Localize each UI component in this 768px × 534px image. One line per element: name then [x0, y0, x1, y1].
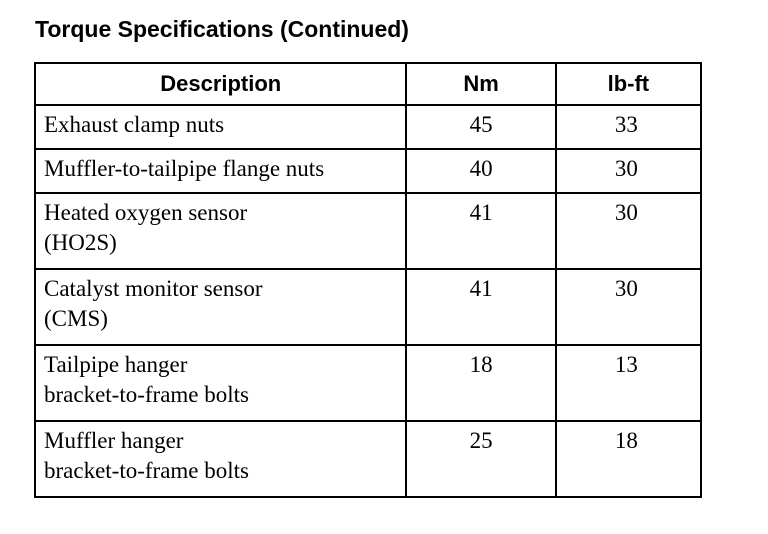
lbft-cell: 33	[556, 105, 701, 149]
description-text: Catalyst monitor sensor	[44, 276, 263, 301]
header-lbft: lb-ft	[556, 63, 701, 105]
description-text: bracket-to-frame bolts	[44, 382, 249, 407]
table-row	[35, 345, 701, 421]
description-cell	[35, 193, 406, 269]
nm-cell: 18	[406, 345, 555, 421]
description-text: Tailpipe hanger	[44, 352, 188, 377]
table-row	[35, 269, 701, 345]
description-text: Muffler hanger	[44, 428, 184, 453]
nm-cell: 41	[406, 193, 555, 269]
lbft-cell: 30	[556, 149, 701, 193]
description-cell	[35, 149, 406, 193]
description-cell	[35, 345, 406, 421]
lbft-cell: 30	[556, 269, 701, 345]
description-cell	[35, 421, 406, 497]
torque-spec-table	[34, 62, 702, 498]
table-row	[35, 421, 701, 497]
lbft-cell: 13	[556, 345, 701, 421]
nm-cell: 25	[406, 421, 555, 497]
description-cell	[35, 105, 406, 149]
lbft-cell: 18	[556, 421, 701, 497]
table-row	[35, 193, 701, 269]
nm-cell: 45	[406, 105, 555, 149]
lbft-cell: 30	[556, 193, 701, 269]
description-cell	[35, 269, 406, 345]
description-text: Heated oxygen sensor	[44, 200, 248, 225]
description-text: (HO2S)	[44, 230, 117, 255]
page-title: Torque Specifications (Continued)	[35, 16, 409, 42]
nm-cell: 41	[406, 269, 555, 345]
table-header-row	[35, 63, 701, 105]
header-description: Description	[35, 63, 406, 105]
table-row	[35, 105, 701, 149]
description-text: Muffler-to-tailpipe flange nuts	[44, 156, 325, 181]
description-text: Exhaust clamp nuts	[44, 112, 225, 137]
table-row	[35, 149, 701, 193]
description-text: (CMS)	[44, 306, 108, 331]
description-text: bracket-to-frame bolts	[44, 458, 249, 483]
header-nm: Nm	[406, 63, 555, 105]
nm-cell: 40	[406, 149, 555, 193]
